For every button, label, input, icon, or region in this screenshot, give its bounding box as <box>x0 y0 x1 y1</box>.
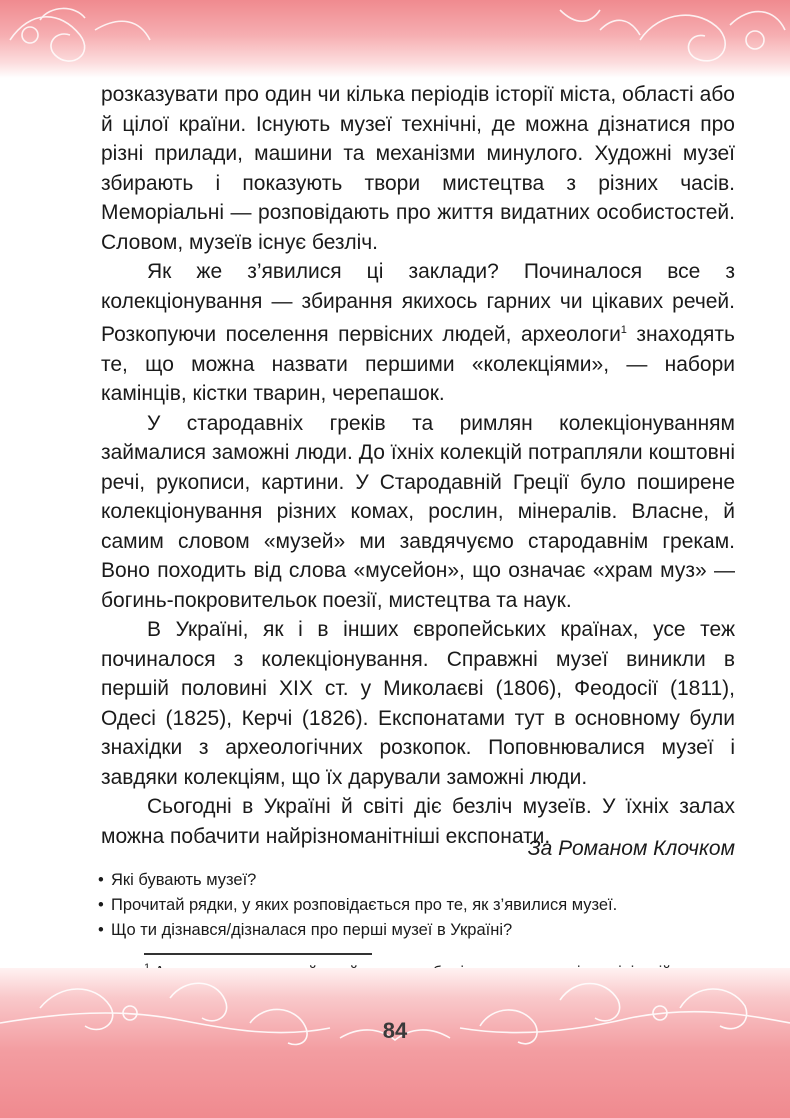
bullet-icon: • <box>98 896 104 914</box>
main-text <box>101 80 735 851</box>
footnote-ref: 1 <box>620 324 627 336</box>
question-item <box>98 868 758 893</box>
top-floral-ornament-icon <box>0 0 790 80</box>
paragraph <box>101 257 735 409</box>
page-number: 84 <box>382 1018 408 1043</box>
bullet-icon: • <box>98 921 104 939</box>
paragraph: Сьогодні в Україні й світі діє безліч музеїв. У їхніх залах можна побачити найрізноманітніші експонати. <box>101 795 735 848</box>
paragraph: розказувати про один чи кілька періодів історії міста, області або й цілої країни. Існують музеї технічні, де можна дізнатися про різні прилади, машини та механізми минулого. Художні музеї збирають і показують твори мистецтва з різних часів. Меморіальні — розповідають про життя видатних особистостей. Словом, музеїв існує безліч. <box>101 83 735 254</box>
author-attribution: За Романом Клочком <box>527 837 735 860</box>
question-item <box>98 918 758 943</box>
paragraph: В Україні, як і в інших європейських країнах, усе теж починалося з колекціонування. Справжні музеї виникли в першій половині XIX ст. у Миколаєві (1806), Феодосії (1811), Одесі (1825), Керчі (1826). Експонатами тут в основному були знахідки з археологічних розкопок. Поповнювалися музеї і завдяки колекціям, що їх дарували заможні люди. <box>101 618 735 789</box>
bullet-icon: • <box>98 871 104 889</box>
question-text: Які бувають музеї? <box>111 871 257 889</box>
questions-list <box>98 868 758 943</box>
question-item <box>98 893 758 918</box>
footnote-divider <box>144 953 372 955</box>
paragraph: У стародавніх греків та римлян колекціонуванням займалися заможні люди. До їхніх колекцій потрапляли коштовні речі, рукописи, картини. У Стародавній Греції було поширене колекціонування різних комах, рослин, мінералів. Власне, й самим словом «музей» ми завдячуємо стародавнім грекам. Воно походить від слова «мусейон», що означає «храм муз» — богинь-покровительок поезії, мистецтва та наук. <box>101 411 735 612</box>
paragraph-text: знаходять те, що можна назвати першими «колекціями», — набори камінців, кістки тварин, черепашок. <box>101 323 735 405</box>
question-text: Що ти дізнався/дізналася про перші музеї в Україні? <box>111 921 513 939</box>
paragraph-text: Як же з’явилися ці заклади? Починалося все з колекціонування — збирання якихось гарних чи цікавих речей. Розкопуючи поселення первісних людей, археологи <box>101 260 735 346</box>
question-text: Прочитай рядки, у яких розповідається про те, як з’явилися музеї. <box>111 896 618 914</box>
